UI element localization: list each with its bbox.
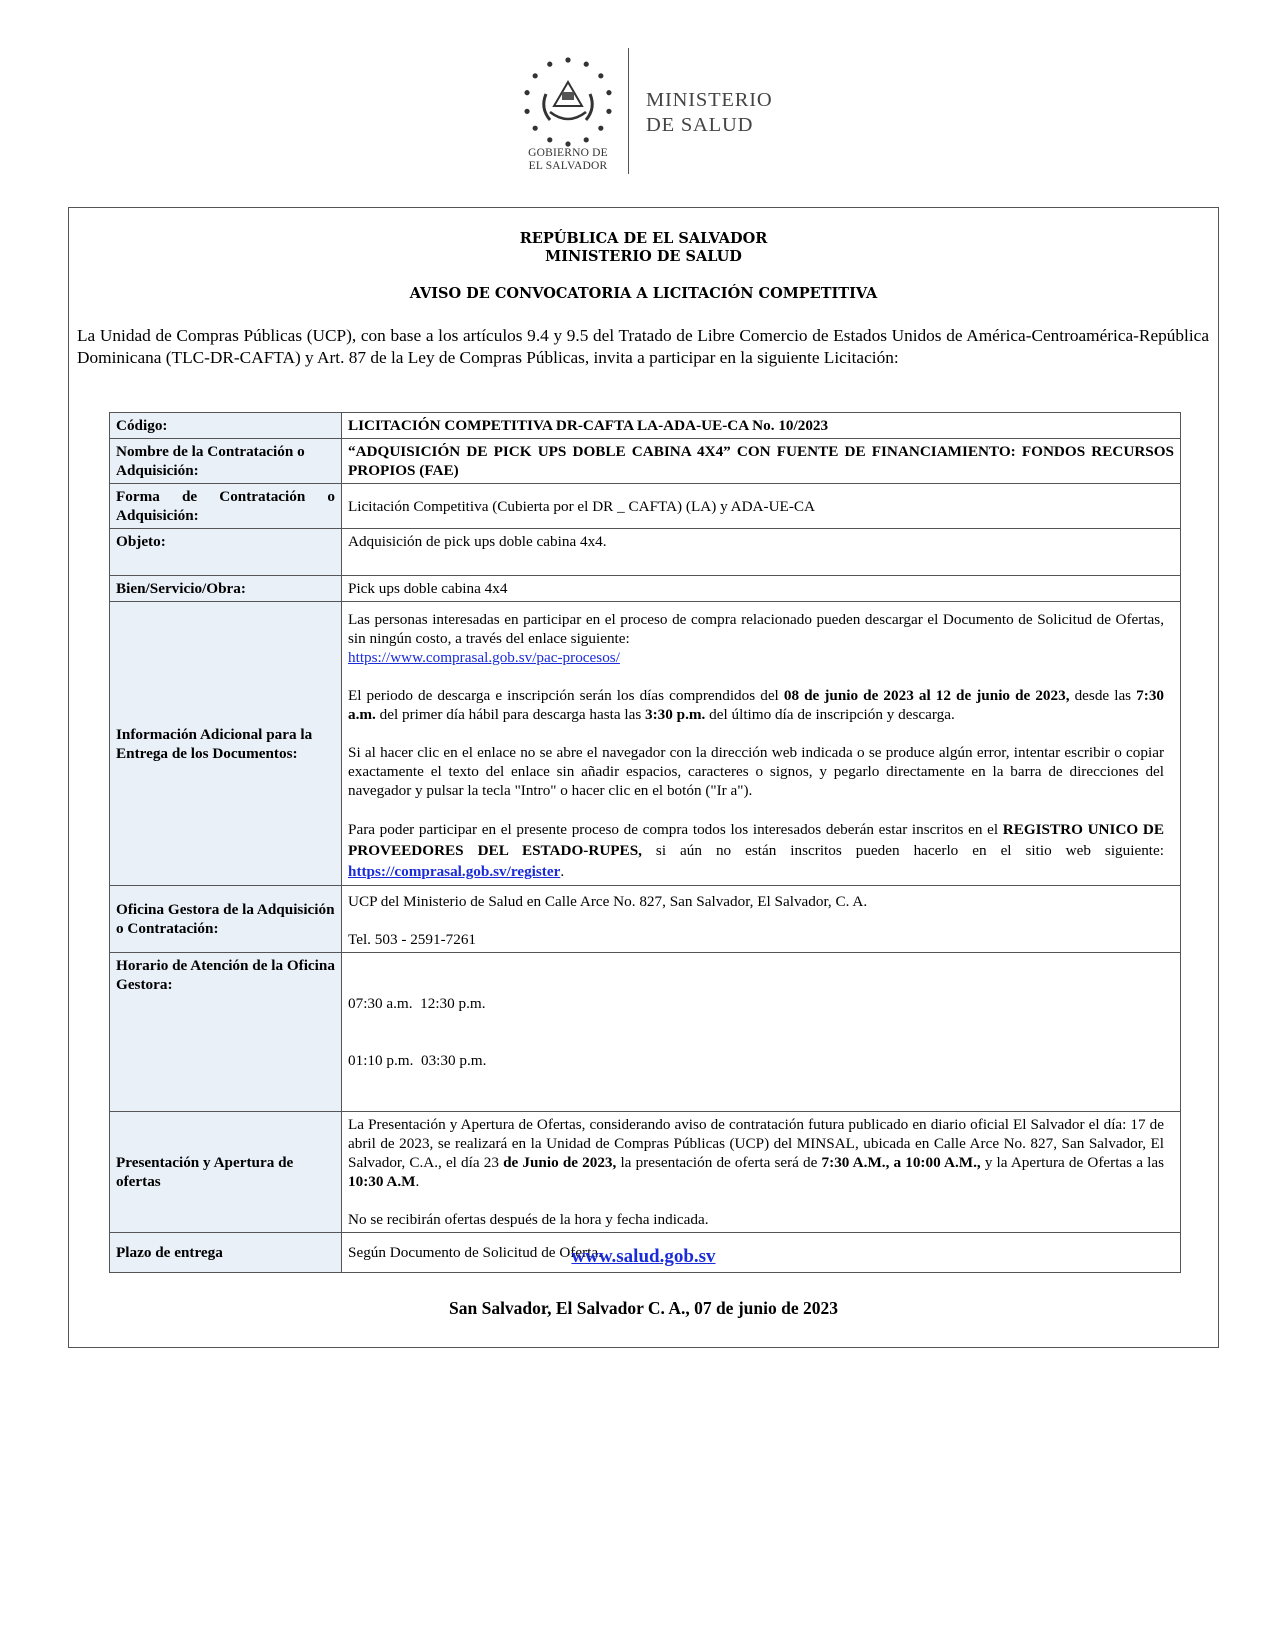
table-row [110,413,1181,439]
objeto-value: Adquisición de pick ups doble cabina 4x4. [342,529,1181,576]
bien-label: Bien/Servicio/Obra: [110,576,342,602]
horario-label: Horario de Atención de la Oficina Gestora: [110,953,342,1112]
intro-paragraph: La Unidad de Compras Públicas (UCP), con base a los artículos 9.4 y 9.5 del Tratado de Libre Comercio de Estados Unidos de América-Centroamérica-República Dominicana (TLC-DR-CAFTA) y Art. 87 de la Ley de Compras Públicas, invita a participar en la siguiente Licitación: [77,326,1209,367]
forma-value: Licitación Competitiva (Cubierta por el DR _ CAFTA) (LA) y ADA-UE-CA [342,484,1181,529]
star-icon [584,62,589,67]
notice-frame [68,207,1219,1348]
table-row [110,1112,1181,1233]
star-icon [547,62,552,67]
info-paragraph-2: El periodo de descarga e inscripción serán los días comprendidos del 08 de junio de 2023 al 12 de junio de 2023, desde las 7:30 a.m. del primer día hábil para descarga hasta las 3:30 p.m. del último día de inscripción y descarga. [348,687,1165,723]
table-row [110,439,1181,484]
horario-value: 07:30 a.m. 12:30 p.m. 01:10 p.m. 03:30 p.m. [342,953,1181,1112]
ministerio-label: MINISTERIO DE SALUD [646,89,773,136]
place-date: San Salvador, El Salvador C. A., 07 de junio de 2023 [449,1298,838,1318]
nombre-value: “ADQUISICIÓN DE PICK UPS DOBLE CABINA 4X4” CON FUENTE DE FINANCIAMIENTO: FONDOS RECURSOS PROPIOS (FAE) [342,439,1181,484]
tender-info-table [109,412,1181,1273]
star-icon [524,109,529,114]
objeto-label: Objeto: [110,529,342,576]
star-icon [547,137,552,142]
table-row [110,529,1181,576]
notice-title: AVISO DE CONVOCATORIA A LICITACIÓN COMPETITIVA [409,285,878,302]
presentacion-label: Presentación y Apertura de ofertas [110,1112,342,1233]
star-icon [606,90,611,95]
star-icon [598,126,603,131]
plazo-value: Según Documento de Solicitud de Oferta. [342,1233,1181,1273]
table-row [110,886,1181,953]
ministry-logo [520,48,800,176]
star-icon [606,109,611,114]
info-value [342,602,1181,886]
nombre-label: Nombre de la Contratación o Adquisición: [110,439,342,484]
star-icon [533,73,538,78]
star-icon [524,90,529,95]
oficina-value: UCP del Ministerio de Salud en Calle Arce No. 827, San Salvador, El Salvador, C. A. Tel. 503 - 2591-7261 [342,886,1181,953]
pac-procesos-link[interactable]: https://www.comprasal.gob.sv/pac-procesos/ [348,649,620,666]
header-line-1: REPÚBLICA DE EL SALVADOR [519,230,768,247]
table-row [110,602,1181,886]
table-row [110,576,1181,602]
gobierno-label: GOBIERNO DE EL SALVADOR [528,147,608,172]
presentacion-value: La Presentación y Apertura de Ofertas, considerando aviso de contratación futura publicado en diario oficial El Salvador el día: 17 de abril de 2023, se realizará en la Unidad de Compras Públicas (UCP) del MINSAL, ubicada en Calle Arce No. 827, San Salvador, El Salvador, C.A., el día 23 de Junio de 2023, la presentación de oferta será de 7:30 A.M., a 10:00 A.M., y la Apertura de Ofertas a las 10:30 A.M. No se recibirán ofertas después de la hora y fecha indicada. [342,1112,1181,1233]
table-row [110,484,1181,529]
coat-of-arms-icon [520,54,616,150]
star-icon [598,73,603,78]
plazo-label: Plazo de entrega [110,1233,342,1273]
oficina-label: Oficina Gestora de la Adquisición o Contratación: [110,886,342,953]
star-icon [584,137,589,142]
website-link[interactable]: www.salud.gob.sv [571,1246,716,1267]
logo-divider [628,48,629,174]
star-icon [565,57,570,62]
bien-value: Pick ups doble cabina 4x4 [342,576,1181,602]
register-link[interactable]: https://comprasal.gob.sv/register [348,863,561,880]
codigo-value: LICITACIÓN COMPETITIVA DR-CAFTA LA-ADA-UE-CA No. 10/2023 [342,413,1181,439]
forma-label: Forma de Contratación o Adquisición: [110,484,342,529]
codigo-label: Código: [110,413,342,439]
star-icon [533,126,538,131]
info-paragraph-4: Para poder participar en el presente proceso de compra todos los interesados deberán estar inscritos en el REGISTRO UNICO DE PROVEEDORES DEL ESTADO-RUPES, si aún no están inscritos pueden hacerlo en el sitio web siguiente: https://comprasal.gob.sv/register. [348,821,1164,880]
info-paragraph-3: Si al hacer clic en el enlace no se abre el navegador con la dirección web indicada o se produce algún error, intentar escribir o copiar exactamente el texto del enlace sin añadir espacios, caracteres o signos, y pegarlo directamente en la barra de direcciones del navegador y pulsar la tecla "Intro" o hacer clic en el botón ("Ir a"). [348,744,1164,799]
website-footer [69,1246,1218,1268]
header-line-2: MINISTERIO DE SALUD [545,248,742,265]
star-icon [565,141,570,146]
info-label: Información Adicional para la Entrega de los Documentos: [110,602,342,886]
table-row [110,953,1181,1112]
info-paragraph-1: Las personas interesadas en participar en el proceso de compra relacionado pueden descargar el Documento de Solicitud de Ofertas, sin ningún costo, a través del enlace siguiente: [348,611,1164,647]
